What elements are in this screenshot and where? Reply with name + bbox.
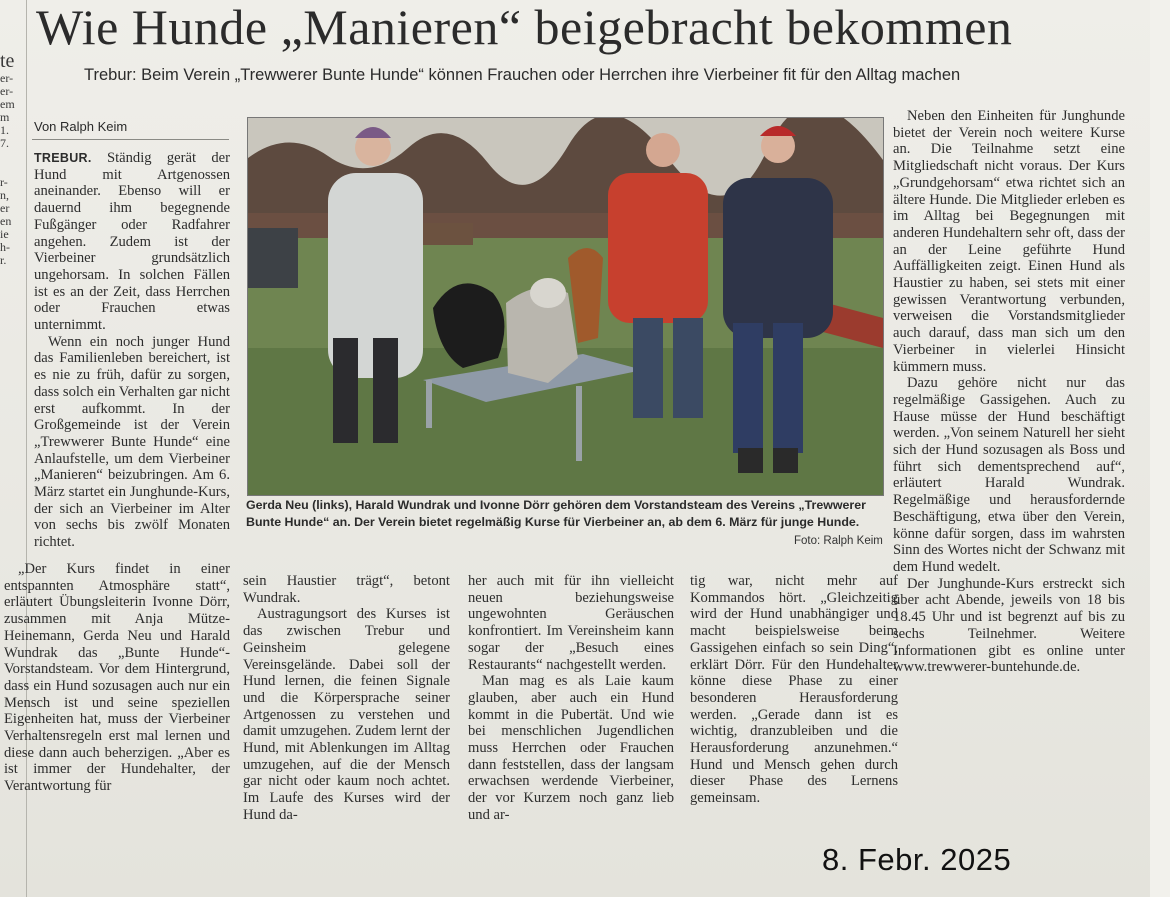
subheadline: Trebur: Beim Verein „Trewwerer Bunte Hunde“ können Frauchen oder Herrchen ihre Vierbeiner fit für den Alltag machen (84, 66, 961, 84)
byline: Von Ralph Keim (34, 119, 128, 134)
left-edge-fragments (0, 50, 18, 267)
page-margin (1150, 0, 1170, 897)
edge-text: n, (0, 188, 9, 202)
text-column-2 (243, 573, 450, 824)
paragraph: „Der Kurs findet in einer entspannten Atmosphäre statt“, erläutert Übungsleiterin Ivonne Dörr, zusammen mit Anja Mütze-Heinemann, Gerda Neu und Harald Wundrak das „Bunte Hunde“-Vorstandsteam. Vor dem Hintergrund, dass ein Hund sozusagen auch nur ein Mensch ist und seine speziellen Eigenheiten hat, muss der Vierbeiner Verhaltensregeln erst mal lernen und diese dann auch beherzigen. „Aber es ist immer der Hundehalter, der Verantwortung für (4, 561, 230, 795)
edge-text: h- (0, 240, 10, 254)
edge-text: r- (0, 175, 8, 189)
edge-text: r. (0, 253, 7, 267)
paragraph: her auch mit für ihn vielleicht neuen beziehungsweise ungewohnten Geräuschen konfrontiert. Im Vereinsheim kann sogar der „Besuch eines Restaurants“ nachgestellt werden. (468, 573, 674, 673)
edge-text: em (0, 97, 15, 111)
paragraph: Man mag es als Laie kaum glauben, aber auch ein Hund kommt in die Pubertät. Und wie bei menschlichen Jugendlichen muss Herrchen oder Frauchen dann feststellen, dass der langsam erwachsen werdende Vierbeiner, der vor Kurzem noch ganz lieb und ar- (468, 673, 674, 823)
text-column-3 (468, 573, 674, 824)
edge-text: er (0, 201, 10, 215)
paragraph: Neben den Einheiten für Junghunde bietet der Verein noch weitere Kurse an. Die Teilnahme setzt eine Mitgliedschaft nicht voraus. Der Kurs „Grundgehorsam“ etwa richtet sich an ältere Hunde. Die Mitglieder erleben es im Alltag bei Begegnungen mit anderen Hundehaltern sehr oft, dass der an der Leine geführte Hund Auffälligkeiten zeigt. Einen Hund als Haustier zu haben, sei stets mit einer gewissen Verantwortung verbunden, verweisen die Vorstandsmitglieder auch darauf, dass man sich um den Vierbeiner in vielerlei Hinsicht kümmern muss. (893, 108, 1125, 375)
paragraph-text: Ständig gerät der Hund mit Artgenossen aneinander. Ebenso will er dauernd ihm begegnende Fußgänger oder Radfahrer angehen. Zudem ist der Vierbeiner grundsätzlich ungehorsam. In solchen Fällen ist es an der Zeit, dass Herrchen oder Frauchen etwas unternimmt. (34, 150, 230, 334)
edge-text: ie (0, 227, 9, 241)
photo-credit: Foto: Ralph Keim (794, 535, 883, 547)
text-column-1 (34, 150, 230, 551)
edge-text: te (0, 50, 15, 72)
text-column-1-continued (4, 561, 230, 795)
paragraph: tig war, nicht mehr auf Kommandos hört. „Gleichzeitig wird der Hund unabhängiger und macht beispielsweise beim Gassigehen einfach so sein Ding“, erklärt Dörr. Für den Hundehalter könne diese Phase zu einer besonderen Herausforderung werden. „Gerade dann ist es wichtig, dranzubleiben und die Herausforderung anzunehmen.“ Hund und Mensch gehen durch dieser Phase des Lernens gemeinsam. (690, 573, 898, 807)
paragraph: sein Haustier trägt“, betont Wundrak. (243, 573, 450, 606)
edge-text: er- (0, 84, 14, 98)
paragraph: Dazu gehöre nicht nur das regelmäßige Gassigehen. Auch zu Hause müsse der Hund beschäftigt werden. „Von seinem Naturell her sieht sich der Hund sozusagen als Boss und führt sich dementsprechend auf“, erläutert Harald Wundrak. Regelmäßige und herausfordernde Beschäftigung, etwa über den Verein, könne dafür sorgen, dass im wahrsten Sinn des Wortes nicht der Schwanz mit dem Hund wedelt. (893, 375, 1125, 575)
left-edge-rule (0, 0, 18, 12)
byline-rule (32, 139, 229, 140)
headline: Wie Hunde „Manieren“ beigebracht bekommen (36, 0, 1013, 55)
dateline: TREBUR. (34, 151, 92, 165)
paragraph: Austragungsort des Kurses ist das zwischen Trebur und Geinsheim gelegene Vereinsgelände. Dabei soll der Hund lernen, die feinen Signale und die Körpersprache seiner Artgenossen zu verstehen und damit umzugehen. Zudem lernt der Hund, mit Ablenkungen im Alltag umzugehen, auf die der Mensch gar nicht oder kaum noch achtet. Im Laufe des Kurses wird der Hund da- (243, 606, 450, 823)
text-column-4 (690, 573, 898, 807)
edge-text: en (0, 214, 12, 228)
edge-text: 7. (0, 136, 9, 150)
paragraph: Wenn ein noch junger Hund das Familienleben bereichert, ist es nie zu früh, dafür zu sorgen, dass solch ein Verhalten gar nicht erst aufkommt. In der Großgemeinde ist der Verein „Trewwerer Bunte Hunde“ eine Anlaufstelle, um dem Vierbeiner „Manieren“ beizubringen. Am 6. März startet ein Junghunde-Kurs, der sich an Vierbeiner im Alter von sechs bis zwölf Monaten richtet. (34, 333, 230, 551)
article-photo (247, 117, 884, 496)
text-column-5 (893, 108, 1125, 676)
paragraph (34, 150, 230, 334)
paragraph: Der Junghunde-Kurs erstreckt sich über acht Abende, jeweils von 18 bis 18.45 Uhr und ist begrenzt auf bis zu sechs Teilnehmer. Weitere Informationen gibt es online unter www.trewwerer-buntehunde.de. (893, 575, 1125, 676)
edge-text: 1. (0, 123, 9, 137)
edge-text: m (0, 110, 10, 124)
photo-caption: Gerda Neu (links), Harald Wundrak und Ivonne Dörr gehören dem Vorstandsteam des Vereins „Trewwerer Bunte Hunde“ an. Der Verein bietet regelmäßig Kurse für Vierbeiner an, ab dem 6. März für junge Hunde. (246, 498, 866, 529)
handwritten-date-annotation: 8. Febr. 2025 (822, 842, 1012, 877)
edge-text: er- (0, 71, 14, 85)
photo-illustration (248, 118, 883, 495)
